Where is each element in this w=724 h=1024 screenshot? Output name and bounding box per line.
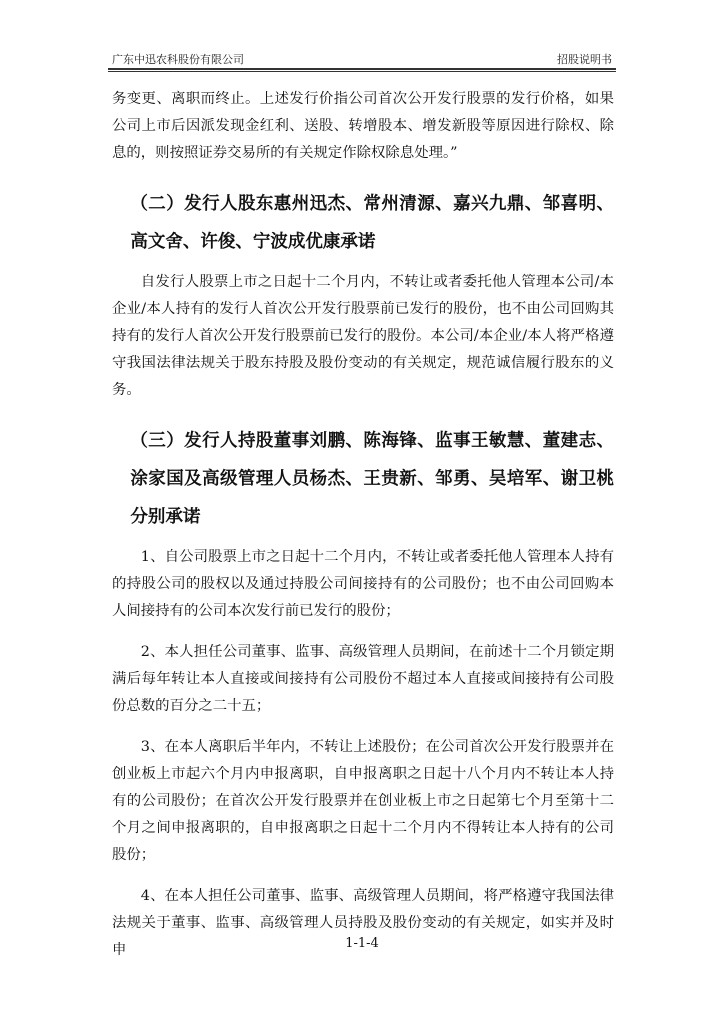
header-rule-thin [108,71,616,72]
section-heading-2-text: （二）发行人股东惠州迅杰、常州清源、嘉兴九鼎、邹喜明、高文舍、许俊、宁波成优康承诺 [130,194,614,252]
header-rule [108,68,616,70]
header-document-type: 招股说明书 [557,53,612,66]
paragraph-continued: 务变更、离职而终止。上述发行价指公司首次公开发行股票的发行价格，如果公司上市后因派发现金红利、送股、转增股本、增发新股等原因进行除权、除息的，则按照证券交易所的有关规定作除权除息处理。” [112,91,614,161]
page-header [108,47,616,67]
section-heading-3-text: （三）发行人持股董事刘鹏、陈海锋、监事王敏慧、董建志、涂家国及高级管理人员杨杰、王贵新、邹勇、吴培军、谢卫桃分别承诺 [130,431,614,527]
commitment-item-4: 4、在本人担任公司董事、监事、高级管理人员期间，将严格遵守我国法律法规关于董事、监事、高级管理人员持股及股份变动的有关规定，如实并及时申 [112,888,614,958]
section-heading-2 [112,185,614,261]
page-body [112,86,614,964]
commitment-item-1: 1、自公司股票上市之日起十二个月内，不转让或者委托他人管理本人持有的持股公司的股权以及通过持股公司间接持有的公司股份；也不由公司回购本人间接持有的公司本次发行前已发行的股份； [112,549,614,619]
commitment-item-2: 2、本人担任公司董事、监事、高级管理人员期间，在前述十二个月锁定期满后每年转让本人直接或间接持有公司股份不超过本人直接或间接持有公司股份总数的百分之二十五； [112,644,614,714]
paragraph-shareholder-commitment: 自发行人股票上市之日起十二个月内，不转让或者委托他人管理本公司/本企业/本人持有的发行人首次公开发行股票前已发行的股份，也不由公司回购其持有的发行人首次公开发行股票前已发行的股份。本公司/本企业/本人将严格遵守我国法律法规关于股东持股及股份变动的有关规定，规范诚信履行股东的义务。 [112,274,614,398]
section-heading-3 [112,422,614,536]
page-number: 1-1-4 [345,936,379,951]
header-company-name: 广东中迅农科股份有限公司 [112,53,244,66]
commitment-item-3: 3、在本人离职后半年内，不转让上述股份；在公司首次公开发行股票并在创业板上市起六个月内申报离职，自申报离职之日起十八个月内不转让本人持有的公司股份；在首次公开发行股票并在创业板上市之日起第七个月至第十二个月之间申报离职的，自申报离职之日起十二个月内不得转让本人持有的公司股份； [112,739,614,863]
